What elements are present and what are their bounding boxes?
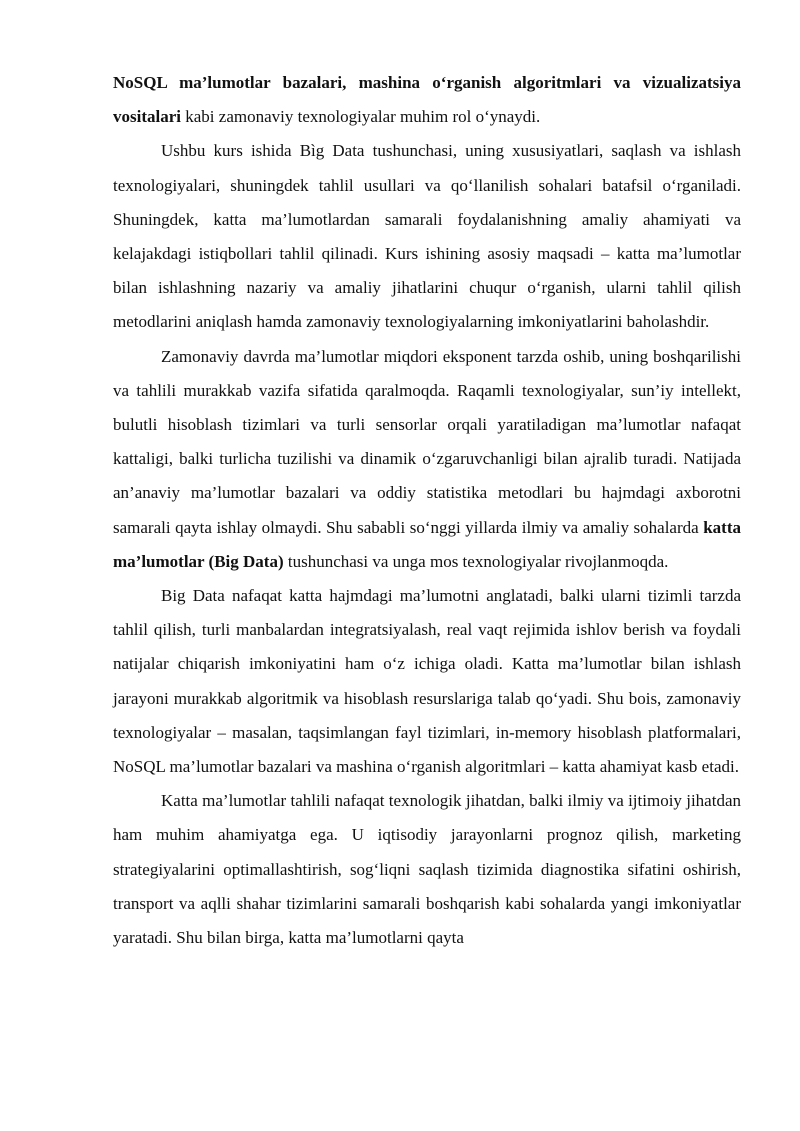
paragraph-big-data-definition — [113, 579, 741, 784]
paragraph-intro — [113, 66, 741, 134]
paragraph-intro-text: kabi zamonaviy texnologiyalar muhim rol o‘ynaydi. — [181, 107, 541, 127]
paragraph-modern-data — [113, 340, 741, 579]
bold-big-data-term: katta ma’lumotlar (Big Data) — [113, 517, 741, 571]
paragraph-big-data-significance-text: Katta ma’lumotlar tahlili nafaqat texnologik jihatdan, balki ilmiy va ijtimoiy jihatdan ham muhim ahamiyatga ega. U iqtisodiy jarayonlarni prognoz qilish, marketing strategiyalarini optimallashtirish, sog‘liqni saqlash tizimida diagnostika sifatini oshirish, transport va aqlli shahar tizimlarini samarali boshqarish kabi sohalarda yangi imkoniyatlar yaratadi. Shu bilan birga, katta ma’lumotlarni qayta — [113, 791, 741, 948]
paragraph-modern-data-text-before: Zamonaviy davrda ma’lumotlar miqdori eksponent tarzda oshib, uning boshqarilishi va tahlili murakkab vazifa sifatida qaralmoqda. Raqamli texnologiyalar, sun’iy intellekt, bulutli hisoblash tizimlari va turli sensorlar orqali yaratiladigan ma’lumotlar nafaqat kattaligi, balki turlicha tuzilishi va dinamik o‘zgaruvchanligi bilan ajralib turadi. Natijada an’anaviy ma’lumotlar bazalari va oddiy statistika metodlari bu hajmdagi axborotni samarali qayta ishlay olmaydi. Shu sababli so‘nggi yillarda ilmiy va amaliy sohalarda — [113, 346, 741, 537]
bold-lead-phrase: NoSQL ma’lumotlar bazalari, mashina o‘rganish algoritmlari va vizualizatsiya vositalari — [113, 73, 741, 127]
paragraph-big-data-significance — [113, 784, 741, 955]
paragraph-modern-data-text-after: tushunchasi va unga mos texnologiyalar rivojlanmoqda. — [283, 551, 669, 571]
document-page — [113, 66, 741, 955]
paragraph-big-data-definition-text: Big Data nafaqat katta hajmdagi ma’lumotni anglatadi, balki ularni tizimli tarzda tahlil qilish, turli manbalardan integratsiyalash, real vaqt rejimida ishlov berish va foydali natijalar chiqarish imkoniyatini ham o‘z ichiga oladi. Katta ma’lumotlar bilan ishlash jarayoni murakkab algoritmik va hisoblash resurslariga talab qo‘yadi. Shu bois, zamonaviy texnologiyalar – masalan, taqsimlangan fayl tizimlari, in-memory hisoblash platformalari, NoSQL ma’lumotlar bazalari va mashina o‘rganish algoritmlari – katta ahamiyat kasb etadi. — [113, 586, 741, 777]
paragraph-course-purpose-text: Ushbu kurs ishida Bìg Data tushunchasi, uning xususiyatlari, saqlash va ishlash texnologiyalari, shuningdek tahlil usullari va qo‘llanilish sohalari batafsil o‘rganiladi. Shuningdek, katta ma’lumotlardan samarali foydalanishning amaliy ahamiyati va kelajakdagi istiqbollari tahlil qilinadi. Kurs ishining asosiy maqsadi – katta ma’lumotlar bilan ishlashning nazariy va amaliy jihatlarini chuqur o‘rganish, ularni tahlil qilish metodlarini aniqlash hamda zamonaviy texnologiyalarning imkoniyatlarini baholashdir. — [113, 141, 741, 332]
paragraph-course-purpose — [113, 134, 741, 339]
